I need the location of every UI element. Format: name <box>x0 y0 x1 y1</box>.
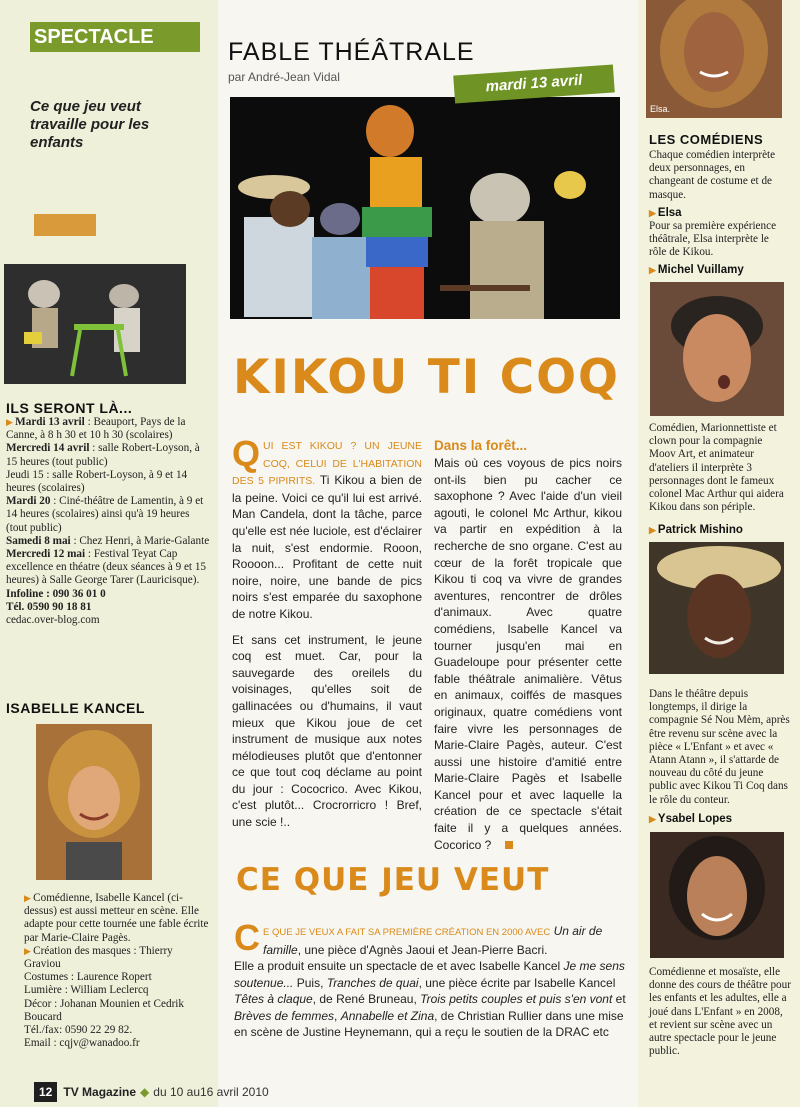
schedule-item <box>6 495 210 535</box>
byline: par André-Jean Vidal <box>228 70 340 84</box>
diamond-icon: ◆ <box>140 1085 150 1099</box>
isabelle-credits <box>24 892 210 1050</box>
subheading-forest: Dans la forêt... <box>434 438 528 453</box>
bullet-icon: ▶ <box>24 893 34 903</box>
title-ref: Brèves de femmes <box>234 1008 335 1023</box>
cast-bio-michel: Comédien, Marionnettiste et clown pour la compagnie Moov Art, et animateur d'ateliers il interprète 3 personnages dont le fameux colonel Mac Arthur qui aidera Kikou dans son périple. <box>649 422 784 514</box>
cast-name-text: Elsa <box>657 207 682 219</box>
isabelle-bio-text: Comédienne, Isabelle Kancel (ci-dessus) est aussi metteur en scène. Elle adapte pour cette tournée une fable écrite par Marie-Claire Pagès. <box>24 892 209 944</box>
schedule-heading: ILS SERONT LÀ... <box>6 400 133 416</box>
schedule-text: : salle Robert-Loyson, à 15 heures (tout public) <box>6 442 200 468</box>
cast-name-ysabel <box>649 813 732 825</box>
schedule-item <box>6 601 210 614</box>
schedule-item <box>6 548 210 588</box>
credit-item <box>24 1024 210 1037</box>
schedule-date: Mardi 20 <box>6 495 51 508</box>
elsa-portrait <box>646 0 782 118</box>
article-column-1 <box>232 433 422 840</box>
second-article <box>234 917 626 1041</box>
decorative-tab <box>34 214 96 236</box>
text-run: , une pièce écrite par Isabelle Kancel <box>418 975 616 990</box>
schedule-date: Mardi 13 avril <box>15 416 85 428</box>
cast-bio-elsa: Pour sa première expérience théâtrale, Elsa interprète le rôle de Kikou. <box>649 220 777 259</box>
title-ref: Têtes à claque <box>234 992 313 1006</box>
schedule-date: Tél. 0590 90 18 81 <box>6 600 92 613</box>
patrick-portrait <box>649 542 784 674</box>
isabelle-portrait <box>36 724 152 880</box>
cast-bio-ysabel: Comédienne et mosaïste, elle donne des cours de théâtre pour les enfants et les adultes, elle a joué dans L'Enfant » en 2008, et revient sur scène avec un autre spectacle pour le jeune public. <box>649 966 791 1058</box>
cast-heading: LES COMÉDIENS <box>649 132 764 147</box>
credit-text: Costumes : Laurence Ropert <box>24 971 152 984</box>
schedule-item <box>6 535 210 548</box>
tagline: Ce que jeu veut travaille pour les enfants <box>30 98 150 151</box>
credit-item <box>24 945 210 971</box>
schedule-date: Mercredi 14 avril <box>6 442 90 455</box>
schedule-list <box>6 416 210 627</box>
cast-name-text: Ysabel Lopes <box>657 813 733 825</box>
text-run: , une pièce d'Agnès Jaoui et Jean-Pierre Bacri. <box>297 942 548 957</box>
magazine-name: TV Magazine <box>63 1085 137 1099</box>
article-kicker: FABLE THÉÂTRALE <box>228 38 475 66</box>
cast-name-patrick <box>649 524 743 536</box>
credit-text: Tél./fax: 0590 22 29 82. <box>24 1024 133 1037</box>
schedule-date: Infoline : 090 36 01 0 <box>6 587 106 600</box>
credit-item <box>24 984 210 997</box>
drop-cap: Q <box>232 433 261 474</box>
second-headline: CE QUE JEU VEUT <box>236 862 550 898</box>
title-ref: Un air de famille <box>263 924 603 957</box>
credit-item <box>24 1037 210 1050</box>
page-footer <box>34 1082 269 1102</box>
schedule-date: Samedi 8 mai <box>6 534 71 547</box>
end-mark <box>505 841 513 849</box>
second-article-lead: E QUE JE VEUX A FAIT SA PREMIÈRE CRÉATION EN 2000 AVEC <box>263 927 551 938</box>
main-stage-photo <box>230 97 620 319</box>
isabelle-heading: ISABELLE KANCEL <box>6 700 145 716</box>
text-run: , <box>334 1008 341 1023</box>
cast-bio-patrick: Dans le théâtre depuis longtemps, il dirige la compagnie Sé Nou Mèm, après être revenu sur scène avec la pièce « L'Enfant » et avec « Atann Atann », il s'attarde de nouveau du côté du jeune public avec Kikou Ti Coq dans le rôle du conteur. <box>649 688 790 806</box>
article-column-2 <box>434 437 622 862</box>
schedule-text: : Chez Henri, à Marie-Galante <box>70 534 210 547</box>
drop-cap-2: C <box>234 917 260 958</box>
text-run: Puis, <box>293 975 327 990</box>
schedule-text: Jeudi 15 : salle Robert-Loyson, à 9 et 14 heures (scolaires) <box>6 468 188 495</box>
cast-intro: Chaque comédien interprète deux personnages, en changeant de costume et de masque. <box>649 149 776 201</box>
article-lead: UI EST KIKOU ? UN JEUNE COQ, CELUI DE L'HABITATION DES 5 PIPIRITS. <box>232 440 422 488</box>
bullet-icon: ▶ <box>649 525 656 535</box>
bullet-icon: ▶ <box>24 945 34 956</box>
title-ref: Trois petits couples et puis s'en vont <box>420 992 613 1006</box>
article-paragraph-2: Et sans cet instrument, le jeune coq est muet. Car, pour la sauvegarde des oreilels du voisinages, qu'elles soit de gallinacées ou d'humains, il vaut mieux que Kikou joue de cet instrument de musique aux notes mélodieuses plutôt que d'entonner ce que tout coq déclame au point du jour : Cococrico. Avec Kikou, c'est plutôt... Crocrorricro ! Bref, une scie !.. <box>232 632 422 830</box>
isabelle-bio <box>24 892 210 945</box>
schedule-text: : Festival Teyat Cap excellence en théatre (deux séances à 9 et 15 heures) à Salle George Tarer (Lauricisque). <box>6 548 207 587</box>
text-run: Elle a produit ensuite un spectacle de et avec Isabelle Kancel <box>234 959 564 973</box>
cast-name-elsa <box>649 207 682 219</box>
credit-text: Décor : Johanan Mounien et Cedrik Boucard <box>24 997 185 1023</box>
michel-portrait <box>650 282 784 416</box>
cast-name-michel <box>649 264 744 276</box>
article-paragraph-3: Mais où ces voyous de pics noirs ont-ils bien pu cacher ce saxophone ? Avec l'aide d'un vieil agouti, le colonel Mc Arthur, kikou va partir en expédition à la recherche de sno organe. C'est au cœur de la forêt tropicale que Kikou ti coq va vivre de grandes aventures, rencontrer de drôles d'animaux. Avec quatre comédiens, Isabelle Kancel va tourner jusqu'en mai en Guadeloupe pour présenter cette fable théâtrale animalière. Vêtus en animaux, coiffés de masques originaux, quatre comédiens vont faire vivre les personnages de Marie-Claire Pagès, auteur. C'est aussi une histoire d'amitié entre Marie-Claire Pagès et Isabelle Kancel pour et avec laquelle la création de ce spectacle s'était faite il y a quelques années. Cocorico ? <box>434 456 622 852</box>
cast-name-text: Patrick Mishino <box>657 524 743 536</box>
bullet-icon: ▶ <box>6 417 16 427</box>
credit-text: Création des masques : Thierry Graviou <box>24 944 173 971</box>
title-ref: Je me sens soutenue... <box>234 959 625 990</box>
ysabel-portrait <box>650 832 784 958</box>
bullet-icon: ▶ <box>649 814 656 824</box>
elsa-caption: Elsa. <box>650 104 671 114</box>
text-run: , de René Bruneau, <box>312 992 421 1006</box>
cast-name-text: Michel Vuillamy <box>657 264 744 276</box>
article-paragraph-1: Ti Kikou a bien de la peine. Voici ce qu'il lui est arrivé. Man Candela, dont la tâche, parce qu'elle est née luciole, est d'éclairer la nuit, s'est endormie. Rooon, Roooon... Profitant de cette nuit noire, noire, une bande de pics noirs s'est emparée du saxophone de notre Kikou. <box>232 473 422 621</box>
section-tag: SPECTACLE <box>30 22 200 52</box>
schedule-text: cedac.over-blog.com <box>6 614 100 627</box>
title-ref: Annabelle et Zina <box>340 1008 435 1023</box>
schedule-item <box>6 416 210 442</box>
credit-item <box>24 971 210 984</box>
schedule-text: : Beauport, Pays de la Canne, à 8 h 30 et 10 h 30 (scolaires) <box>6 416 186 442</box>
schedule-item <box>6 614 210 627</box>
page-number: 12 <box>34 1082 57 1102</box>
text-run: et <box>612 992 626 1006</box>
credit-text: Email : cqjv@wanadoo.fr <box>24 1037 140 1050</box>
date-badge: mardi 13 avril <box>453 64 615 103</box>
bullet-icon: ▶ <box>649 265 656 275</box>
title-ref: Tranches de quai <box>326 975 419 990</box>
text-run: , de Christian Rullier dans une mise en scène de Justine Heynemann, qui a reçu le soutien de la DRAC etc <box>234 1008 624 1039</box>
stage-photo-small <box>4 264 186 384</box>
credit-text: Lumière : William Leclercq <box>24 984 149 997</box>
schedule-item <box>6 442 210 468</box>
bullet-icon: ▶ <box>649 208 656 218</box>
main-headline: KIKOU TI COQ <box>233 350 621 405</box>
schedule-item <box>6 588 210 601</box>
credit-item <box>24 998 210 1024</box>
schedule-date: Mercredi 12 mai <box>6 548 86 561</box>
issue-dates: du 10 au16 avril 2010 <box>153 1085 269 1099</box>
schedule-text: : Ciné-théâtre de Lamentin, à 9 et 14 heures (scolaires) ainsi qu'à 19 heures (tout public) <box>6 495 204 534</box>
schedule-item <box>6 469 210 495</box>
